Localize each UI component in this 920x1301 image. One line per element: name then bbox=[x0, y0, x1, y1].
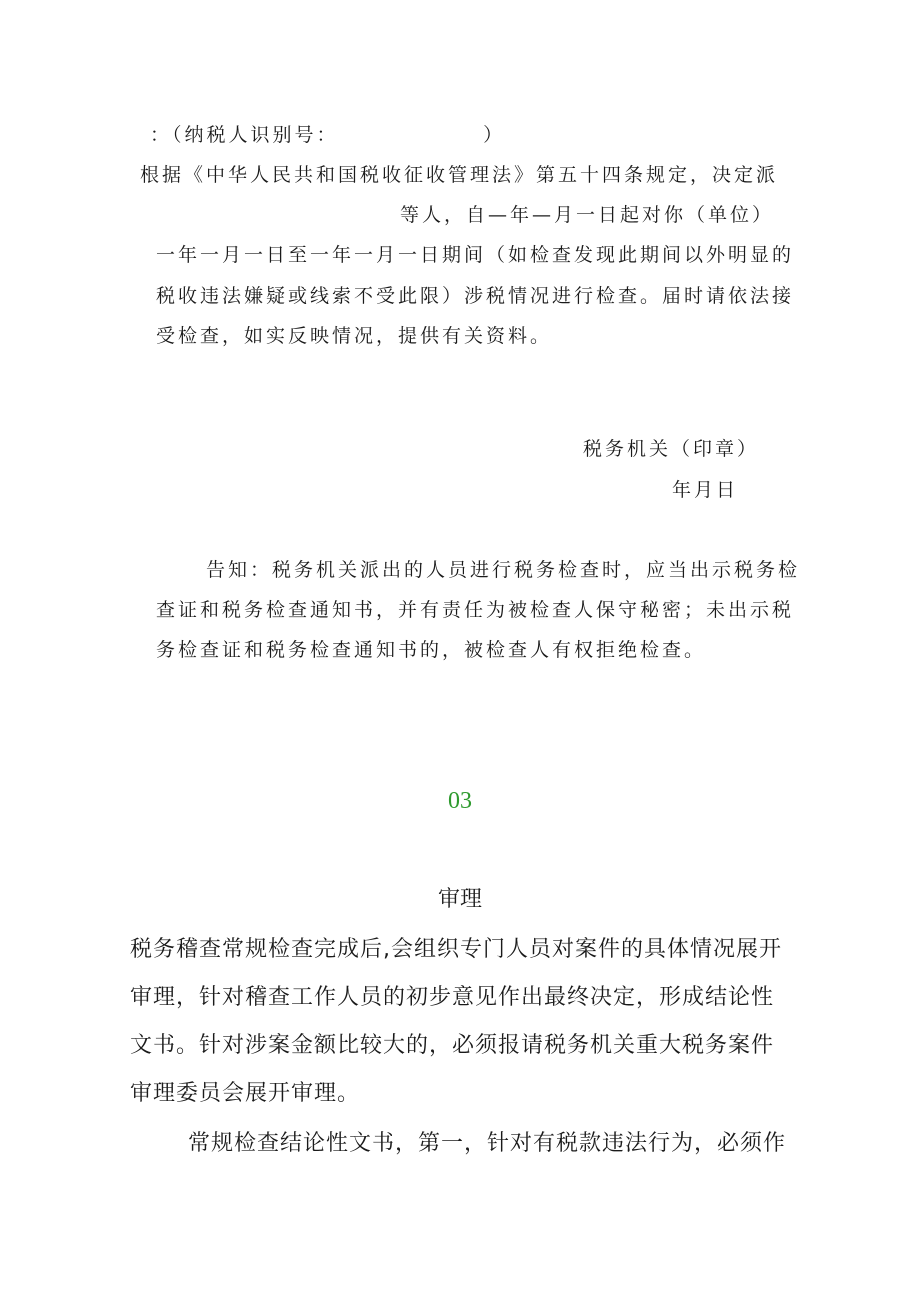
notice-body-line-3: 一年一月一日至一年一月一日期间（如检查发现此期间以外明显的 bbox=[156, 244, 795, 266]
review-para-1-line-2: 审理，针对稽查工作人员的初步意见作出最终决定，形成结论性 bbox=[130, 985, 775, 1010]
section-title: 审理 bbox=[437, 887, 482, 912]
review-para-1-line-4: 审理委员会展开审理。 bbox=[130, 1081, 361, 1106]
review-para-1-line-1: 税务稽查常规检查完成后,会组织专门人员对案件的具体情况展开 bbox=[130, 937, 782, 962]
notice-body-line-5: 受检查，如实反映情况，提供有关资料。 bbox=[156, 325, 553, 347]
notice-body-line-2: 等人，自—年—月一日起对你（单位） bbox=[400, 204, 775, 226]
review-para-2-line-1: 常规检查结论性文书，第一，针对有税款违法行为，必须作 bbox=[188, 1131, 787, 1156]
taxpayer-id-line: ：（纳税人识别号： ） bbox=[150, 124, 506, 146]
disclosure-line-3: 务检查证和税务检查通知书的，被检查人有权拒绝检查。 bbox=[156, 639, 707, 661]
tax-authority-seal: 税务机关（印章） bbox=[583, 438, 760, 460]
notice-body-line-1: 根据《中华人民共和国税收征收管理法》第五十四条规定，决定派 bbox=[140, 164, 779, 186]
notice-body-line-4: 税收违法嫌疑或线索不受此限）涉税情况进行检查。届时请依法接 bbox=[156, 285, 795, 307]
disclosure-line-2: 查证和税务检查通知书，并有责任为被检查人保守秘密；未出示税 bbox=[156, 599, 795, 621]
disclosure-line-1: 告知：税务机关派出的人员进行税务检查时，应当出示税务检 bbox=[206, 559, 801, 581]
section-number: 03 bbox=[448, 788, 472, 814]
notice-date: 年月日 bbox=[672, 479, 739, 501]
review-para-1-line-3: 文书。针对涉案金额比较大的，必须报请税务机关重大税务案件 bbox=[130, 1033, 775, 1058]
